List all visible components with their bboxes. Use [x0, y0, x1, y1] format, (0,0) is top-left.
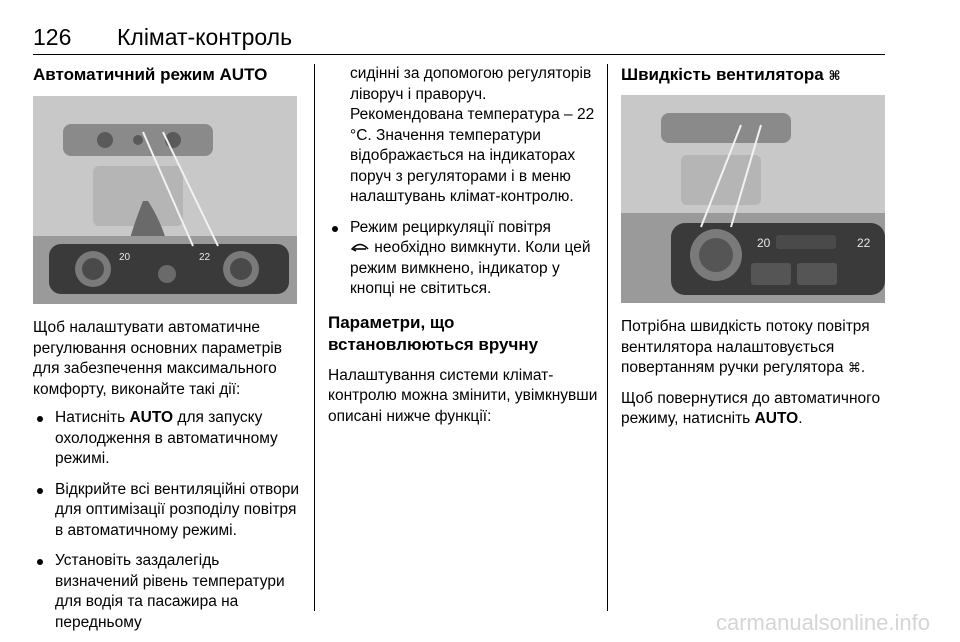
- list-item: Натисніть AUTO для запуску охолодження в автоматичному режимі.: [33, 408, 301, 470]
- auto-label: AUTO: [754, 410, 799, 427]
- column-right: [621, 64, 885, 430]
- fan-control-figure: [621, 95, 885, 303]
- section-heading-auto: Автоматичний режим AUTO: [33, 65, 268, 84]
- panel-temp-right: 22: [199, 252, 211, 263]
- fan-icon: ⌘: [847, 360, 861, 375]
- list-item: Установіть заздалегідь визначений рівень температури для водія та пасажира на передньому: [33, 551, 301, 633]
- section-heading-manual: Параметри, що встановлюються вручну: [328, 312, 539, 354]
- panel-temp-left: 20: [119, 252, 131, 263]
- fan-icon: ⌘: [828, 68, 841, 83]
- column-left: [33, 64, 301, 633]
- list-item: Режим рециркуляції повітря необхідно вимкнути. Коли цей режим вимкнено, індикатор у кнопці не світиться.: [328, 218, 598, 300]
- page-number: 126: [33, 24, 72, 50]
- recirculation-icon: [350, 240, 370, 252]
- bullet-dot: [37, 488, 43, 494]
- list-item: Відкрийте всі вентиляційні отвори для оптимізації розподілу повітря в автоматичному режимі.: [33, 480, 301, 542]
- column-middle: [328, 64, 598, 427]
- panel-temp-right: 22: [857, 236, 871, 250]
- bullet-dot: [37, 416, 43, 422]
- climate-panel-illustration: [33, 96, 297, 304]
- auto-label: AUTO: [129, 409, 174, 426]
- bullet-dot: [37, 559, 43, 565]
- watermark: carmanualsonline.info: [715, 610, 930, 635]
- bullet-dot: [332, 226, 338, 232]
- column-divider: [607, 64, 608, 611]
- fan-control-illustration: [621, 95, 885, 303]
- auto-intro-text: Щоб налаштувати автоматичне регулювання основних параметрів для забезпечення максимального комфорту, виконайте такі дії:: [33, 319, 282, 398]
- climate-panel-figure: [33, 96, 297, 304]
- page-header: [33, 24, 885, 55]
- section-heading-fan: Швидкість вентилятора ⌘: [621, 65, 841, 84]
- panel-temp-left: 20: [757, 236, 771, 250]
- continued-text: сидінні за допомогою регуляторів ліворуч і праворуч. Рекомендована температура – 22 °C. Значення температури відображається на індикаторах поруч з регуляторами і в меню налаштувань клімат-контролю.: [350, 65, 595, 205]
- return-auto-text: Щоб повернутися до автоматичного режиму, натисніть AUTO.: [621, 389, 881, 427]
- page-title: Клімат-контроль: [117, 24, 293, 50]
- fan-speed-text: Потрібна швидкість потоку повітря вентилятора налаштовується повертанням ручки регулятора ⌘.: [621, 318, 870, 376]
- manual-intro-text: Налаштування системи клімат-контролю можна змінити, увімкнувши описані нижче функції:: [328, 366, 598, 425]
- column-divider: [314, 64, 315, 611]
